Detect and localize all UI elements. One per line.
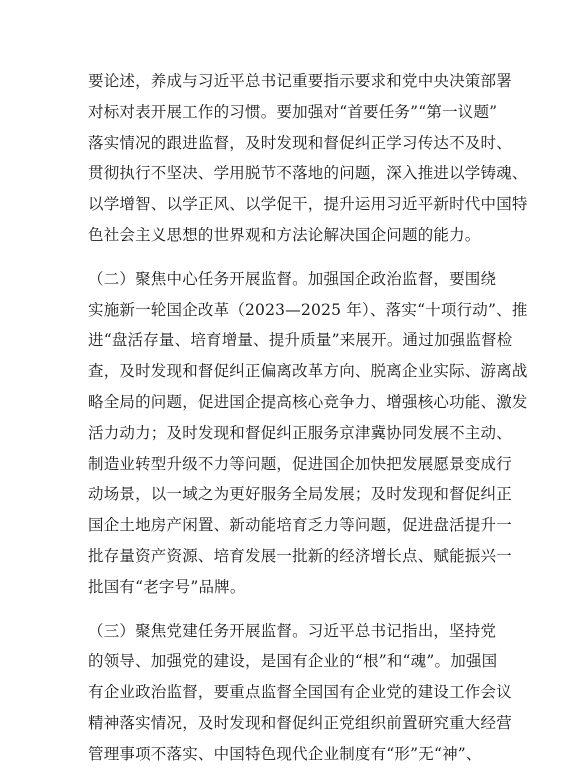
text-line: 的领导、加强党的建设，是国有企业的“根”和“魂”。加强国 [88, 652, 498, 671]
text-line: 查，及时发现和督促纠正偏离改革方向、脱离企业实际、游离战 [88, 362, 528, 381]
text-line: 进“盘活存量、培育增量、提升质量”来展开。通过加强监督检 [88, 331, 513, 350]
text-line: 精神落实情况，及时发现和督促纠正党组织前置研究重大经营 [88, 713, 512, 732]
text-line: 批存量资产资源、培育发展一批新的经济增长点、赋能振兴一 [88, 546, 512, 565]
text-line: 以学增智、以学正风、以学促干，提升运用习近平新时代中国特 [88, 195, 528, 214]
paragraph-1 [88, 66, 528, 251]
text-line: 国企土地房产闲置、新动能培育乏力等问题，促进盘活提升一 [88, 516, 512, 535]
text-line: 实施新一轮国企改革（2023—2025 年）、落实“十项行动”、推 [88, 300, 528, 319]
paragraph-2 [88, 264, 528, 603]
paragraph-spacer [88, 603, 500, 616]
text-line: 对标对表开展工作的习惯。要加强对“首要任务”“第一议题” [88, 102, 498, 121]
text-line: 落实情况的跟进监督，及时发现和督促纠正学习传达不及时、 [88, 133, 512, 152]
paragraph-spacer [88, 251, 500, 264]
text-line: （二）聚焦中心任务开展监督。加强国企政治监督，要围绕 [88, 269, 497, 288]
document-body [88, 66, 528, 770]
text-line: 略全局的问题，促进国企提高核心竞争力、增强核心功能、激发 [88, 392, 528, 411]
text-line: 活力动力；及时发现和督促纠正服务京津冀协同发展不主动、 [88, 423, 512, 442]
paragraph-3 [88, 616, 512, 770]
text-line: 动场景，以一域之为更好服务全局发展；及时发现和督促纠正 [88, 485, 512, 504]
text-line: 色社会主义思想的世界观和方法论解决国企问题的能力。 [88, 225, 481, 244]
text-line: （三）聚焦党建任务开展监督。习近平总书记指出，坚持党 [88, 621, 497, 640]
text-line: 制造业转型升级不力等问题，促进国企加快把发展愿景变成行 [88, 454, 512, 473]
text-line: 有企业政治监督，要重点监督全国国有企业党的建设工作会议 [88, 683, 512, 702]
text-line: 要论述，养成与习近平总书记重要指示要求和党中央决策部署 [88, 72, 512, 90]
text-line: 管理事项不落实、中国特色现代企业制度有“形”无“神”、 [88, 744, 482, 763]
text-line: 贯彻执行不坚决、学用脱节不落地的问题，深入推进以学铸魂、 [88, 164, 528, 183]
text-line: 批国有“老字号”品牌。 [88, 577, 246, 596]
